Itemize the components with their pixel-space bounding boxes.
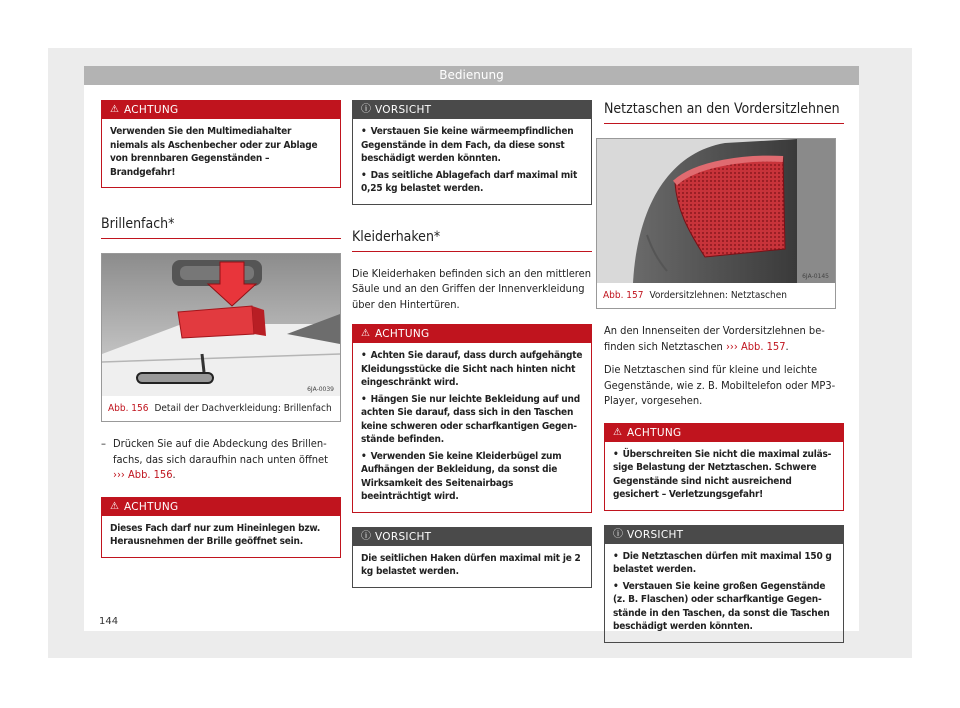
caution-item: • Die Netztaschen dürfen mit maximal 150 g belastet werden. [613, 550, 835, 577]
caution-label: VORSICHT [375, 530, 432, 543]
warning-triangle-icon: ⚠ [361, 328, 371, 339]
intro-text: Die Kleiderhaken befinden sich an den mittleren Säule und an den Griffen der Innenverkleidung über den Hintertüren. [352, 266, 591, 311]
caution-item: • Verstauen Sie keine wärmeempfindlichen Gegenstände in dem Fach, da diese sonst beschädigt werden könnten. [361, 125, 583, 166]
caution-box [352, 100, 592, 205]
image-code: 6JA-0145 [802, 273, 829, 280]
warning-box [604, 423, 844, 511]
warning-text: Dieses Fach darf nur zum Hineinlegen bzw. Herausnehmen der Brille geöffnet sein. [110, 522, 321, 547]
column-2 [352, 100, 592, 602]
paragraph: Die Netztaschen sind für kleine und leichte Gegenstände, wie z. B. Mobiltelefon oder MP3-Player, vorgesehen. [604, 363, 836, 407]
figure-157 [596, 138, 836, 309]
figure-caption-text: Detail der Dachverkleidung: Brillenfach [154, 403, 332, 414]
caution-box [604, 525, 844, 643]
warning-label: ACHTUNG [124, 500, 179, 513]
warning-text: Verwenden Sie den Multimediahalter niemals als Aschenbecher oder zur Ablage von brennbaren Gegenständen – Brandgefahr! [110, 126, 318, 178]
caution-box [352, 527, 592, 588]
figure-caption-text: Vordersitzlehnen: Netztaschen [649, 290, 787, 301]
caution-label: VORSICHT [375, 104, 432, 116]
warning-item: • Hängen Sie nur leichte Bekleidung auf und achten Sie darauf, dass sich in den Taschen keine schweren oder scharfkantigen Gegenstände befinden. [361, 393, 583, 447]
figure-reference-link[interactable]: ››› Abb. 156 [113, 468, 173, 481]
image-code: 6JA-0039 [307, 386, 334, 393]
warning-label: ACHTUNG [124, 104, 179, 116]
paragraph: An den Innenseiten der Vordersitzlehnen befinden sich Netztaschen ››› Abb. 157. [604, 324, 825, 353]
section-title-netztaschen: Netztaschen an den Vordersitzlehnen [604, 101, 844, 124]
column-3 [604, 101, 844, 657]
page-number: 144 [99, 616, 119, 627]
sunglasses-compartment-image [102, 254, 340, 396]
warning-triangle-icon: ⚠ [110, 500, 120, 512]
caution-item: • Verstauen Sie keine großen Gegenstände (z. B. Flaschen) oder scharfkantige Gegenstände in den Taschen, da sonst die Taschen beschädigt werden könnten. [613, 580, 835, 634]
warning-box [101, 497, 341, 558]
warning-triangle-icon: ⚠ [110, 104, 120, 115]
warning-item: • Achten Sie darauf, dass durch aufgehängte Kleidungsstücke die Sicht nach hinten nicht eingeschränkt wird. [361, 349, 583, 390]
figure-caption [102, 396, 340, 421]
warning-label: ACHTUNG [375, 328, 430, 340]
figure-caption [597, 283, 835, 308]
figure-156 [101, 253, 341, 422]
figure-label: Abb. 157 [603, 290, 644, 301]
warning-label: ACHTUNG [627, 426, 682, 439]
section-title-brillenfach: Brillenfach* [101, 216, 341, 239]
page-header: Bedienung [84, 66, 859, 85]
caution-text: Die seitlichen Haken dürfen maximal mit je 2 kg belastet werden. [361, 552, 581, 577]
instruction-step: – Drücken Sie auf die Abdeckung des Brillenfachs, das sich daraufhin nach unten öffnet ››› Abb. 156. [101, 436, 341, 483]
seatback-net-pocket-image [597, 139, 835, 283]
figure-reference-link[interactable]: ››› Abb. 157 [725, 339, 786, 353]
column-1 [101, 100, 341, 572]
caution-label: VORSICHT [627, 528, 684, 541]
manual-page [84, 66, 859, 631]
warning-item: • Verwenden Sie keine Kleiderbügel zum Aufhängen der Bekleidung, da sonst die Wirksamkeit des Seitenairbags beeinträchtigt wird. [361, 450, 583, 504]
figure-label: Abb. 156 [108, 403, 149, 414]
section-title-kleiderhaken: Kleiderhaken* [352, 229, 592, 252]
warning-triangle-icon: ⚠ [613, 426, 623, 438]
info-circle-icon: ⓘ [361, 104, 372, 115]
info-circle-icon: ⓘ [613, 528, 624, 540]
warning-item: • Überschreiten Sie nicht die maximal zulässige Belastung der Netztaschen. Schwere Gegenstände sind nicht ausreichend gesichert – Verletzungsgefahr! [613, 448, 835, 502]
caution-item: • Das seitliche Ablagefach darf maximal mit 0,25 kg belastet werden. [361, 169, 583, 196]
warning-box [101, 100, 341, 188]
info-circle-icon: ⓘ [361, 530, 372, 542]
warning-box [352, 324, 592, 513]
